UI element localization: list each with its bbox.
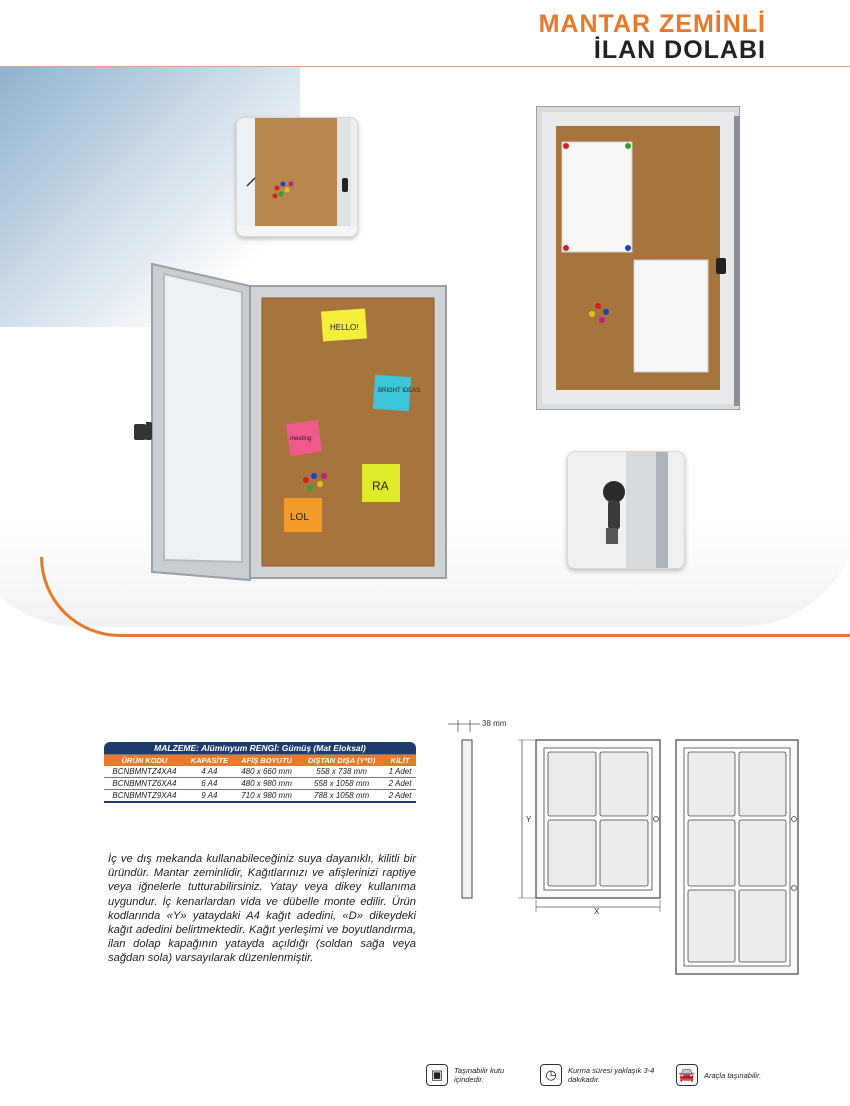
footer-portable-text: Taşınabilir kutu içindedir. (454, 1066, 505, 1084)
table-caption: MALZEME: Alüminyum RENGİ: Gümüş (Mat Eloksal) (104, 742, 416, 755)
table-header: KAPASİTE (185, 755, 234, 767)
table-cell: 710 x 980 mm (234, 790, 299, 803)
cork-corner-photo (236, 117, 358, 237)
box-icon: ▣ (426, 1064, 448, 1086)
title-line-1: MANTAR ZEMİNLİ (538, 10, 766, 38)
sticky-lol-text: LOL (290, 512, 309, 523)
table-cell: 788 x 1058 mm (299, 790, 384, 803)
table-cell: 480 x 660 mm (234, 766, 299, 778)
product-description: İç ve dış mekanda kullanabileceğiniz suya dayanıklı, kilitli bir üründür. Mantar zeminlidir, Kağıtlarınızı ve afişlerinizi raptiye veya iğnelerle tutturabilirsiniz. Yatay veya dikey kullanıma uygundur. İç kenarlardan vida ve dübelle monte edilir. Ürün kodlarında «Y» yataydaki A4 kağıt adedini, «D» dikeydeki kağıt adedini belirtmektedir. Kağıt yerleşimi ve boyutlandırma, ilan dolap kapağının yatayda açıldığı (soldan sağa veya sağdan sola) varsayılarak düzenlenmiştir. (108, 853, 416, 965)
sticky-lol (284, 498, 322, 532)
footer-setup-text: Kurma süresi yaklaşık 3-4 dakikadır. (568, 1066, 655, 1084)
sticky-meeting (286, 420, 322, 456)
table-row (104, 778, 416, 790)
table-cell: 9 A4 (185, 790, 234, 803)
footer-setup-time (540, 1062, 664, 1088)
table-header: DIŞTAN DIŞA (Y*D) (299, 755, 384, 767)
footer-portable (426, 1062, 518, 1088)
open-cabinet-photo (146, 262, 452, 582)
spec-table (104, 742, 416, 803)
table-cell: 558 x 738 mm (299, 766, 384, 778)
table-cell: 480 x 980 mm (234, 778, 299, 790)
sticky-bright-text: BRIGHT IDEAS (378, 388, 421, 394)
table-header: KİLİT (384, 755, 416, 767)
table-row (104, 790, 416, 803)
title-line-2: İLAN DOLABI (593, 36, 766, 64)
table-cell: 1 Adet (384, 766, 416, 778)
table-cell: BCNBMNTZ6XA4 (104, 778, 185, 790)
table-cell: BCNBMNTZ4XA4 (104, 766, 185, 778)
y-label: Y (526, 815, 532, 824)
footer-vehicle-text: Araçla taşınabilir. (704, 1070, 762, 1080)
sticky-hello (321, 309, 367, 342)
sticky-hello-text: HELLO! (330, 323, 359, 332)
table-header: ÜRÜN KODU (104, 755, 185, 767)
clock-icon: ◷ (540, 1064, 562, 1086)
table-header: AFİŞ BOYUTU (234, 755, 299, 767)
sticky-meeting-text: meeting (290, 436, 312, 442)
car-icon: 🚘 (676, 1064, 698, 1086)
closed-cabinet-photo (536, 106, 740, 410)
table-cell: 2 Adet (384, 790, 416, 803)
technical-diagram (440, 710, 810, 980)
table-cell: 558 x 1058 mm (299, 778, 384, 790)
depth-label: 38 mm (482, 719, 507, 728)
key-closeup-photo (567, 451, 685, 569)
table-cell: 2 Adet (384, 778, 416, 790)
table-row (104, 766, 416, 778)
key-lock-icon (134, 424, 146, 440)
table-cell: BCNBMNTZ9XA4 (104, 790, 185, 803)
table-cell: 6 A4 (185, 778, 234, 790)
footer-vehicle (676, 1062, 794, 1088)
x-label: X (594, 907, 600, 916)
table-cell: 4 A4 (185, 766, 234, 778)
sticky-ra-text: RA (372, 479, 389, 493)
sticky-ra (362, 464, 400, 502)
